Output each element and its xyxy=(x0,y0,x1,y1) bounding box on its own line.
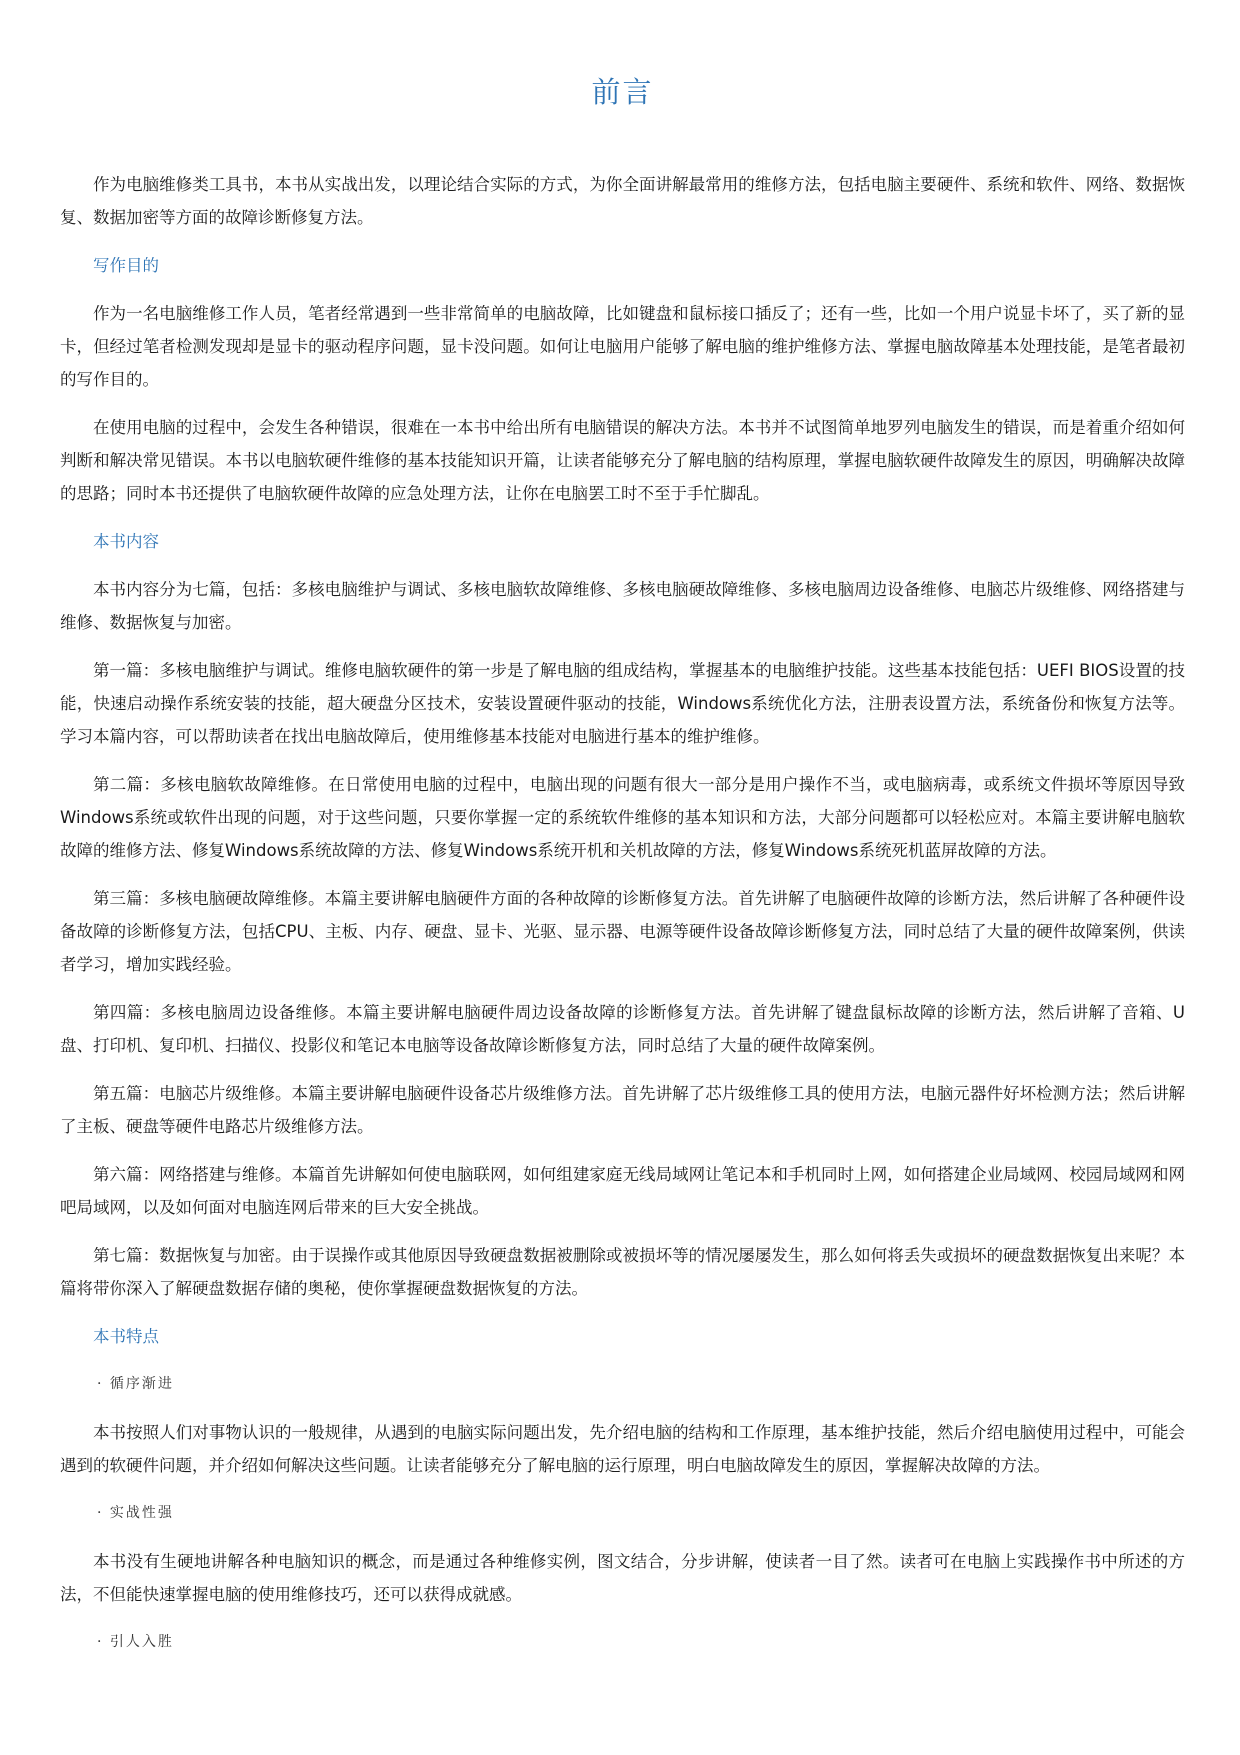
purpose-paragraph: 作为一名电脑维修工作人员，笔者经常遇到一些非常简单的电脑故障，比如键盘和鼠标接口插反了；还有一些，比如一个用户说显卡坏了，买了新的显卡，但经过笔者检测发现却是显卡的驱动程序问题，显卡没问题。如何让电脑用户能够了解电脑的维护维修方法、掌握电脑故障基本处理技能，是笔者最初的写作目的。 xyxy=(60,304,1185,389)
content-paragraph-part2: 第二篇：多核电脑软故障维修。在日常使用电脑的过程中，电脑出现的问题有很大一部分是用户操作不当，或电脑病毒，或系统文件损坏等原因导致Windows系统或软件出现的问题，对于这些问题，只要你掌握一定的系统软件维修的基本知识和方法，大部分问题都可以轻松应对。本篇主要讲解电脑软故障的维修方法、修复Windows系统故障的方法、修复Windows系统开机和关机故障的方法，修复Windows系统死机蓝屏故障的方法。 xyxy=(60,775,1185,860)
content-paragraph-part7: 第七篇：数据恢复与加密。由于误操作或其他原因导致硬盘数据被删除或被损坏等的情况屡屡发生，那么如何将丢失或损坏的硬盘数据恢复出来呢？本篇将带你深入了解硬盘数据存储的奥秘，使你掌握硬盘数据恢复的方法。 xyxy=(60,1246,1185,1298)
content-paragraph-part4: 第四篇：多核电脑周边设备维修。本篇主要讲解电脑硬件周边设备故障的诊断修复方法。首先讲解了键盘鼠标故障的诊断方法，然后讲解了音箱、U盘、打印机、复印机、扫描仪、投影仪和笔记本电脑等设备故障诊断修复方法，同时总结了大量的硬件故障案例。 xyxy=(60,1003,1185,1055)
content-paragraph-part1: 第一篇：多核电脑维护与调试。维修电脑软硬件的第一步是了解电脑的组成结构，掌握基本的电脑维护技能。这些基本技能包括：UEFI BIOS设置的技能，快速启动操作系统安装的技能，超大硬盘分区技术，安装设置硬件驱动的技能，Windows系统优化方法，注册表设置方法，系统备份和恢复方法等。学习本篇内容，可以帮助读者在找出电脑故障后，使用维修基本技能对电脑进行基本的维护维修。 xyxy=(60,661,1185,746)
content-paragraph: 本书内容分为七篇，包括：多核电脑维护与调试、多核电脑软故障维修、多核电脑硬故障维修、多核电脑周边设备维修、电脑芯片级维修、网络搭建与维修、数据恢复与加密。 xyxy=(60,580,1185,632)
section-heading-features: 本书特点 xyxy=(93,1327,159,1346)
feature-paragraph: 本书没有生硬地讲解各种电脑知识的概念，而是通过各种维修实例，图文结合，分步讲解，使读者一目了然。读者可在电脑上实践操作书中所述的方法，不但能快速掌握电脑的使用维修技巧，还可以获得成就感。 xyxy=(60,1552,1185,1604)
feature-paragraph: 本书按照人们对事物认识的一般规律，从遇到的电脑实际问题出发，先介绍电脑的结构和工作原理，基本维护技能，然后介绍电脑使用过程中，可能会遇到的软硬件问题，并介绍如何解决这些问题。让读者能够充分了解电脑的运行原理，明白电脑故障发生的原因，掌握解决故障的方法。 xyxy=(60,1423,1185,1475)
section-heading-content: 本书内容 xyxy=(93,532,159,551)
section-heading-purpose: 写作目的 xyxy=(93,256,159,275)
feature-label: · 引人入胜 xyxy=(97,1634,174,1650)
purpose-paragraph: 在使用电脑的过程中，会发生各种错误，很难在一本书中给出所有电脑错误的解决方法。本书并不试图简单地罗列电脑发生的错误，而是着重介绍如何判断和解决常见错误。本书以电脑软硬件维修的基本技能知识开篇，让读者能够充分了解电脑的结构原理，掌握电脑软硬件故障发生的原因，明确解决故障的思路；同时本书还提供了电脑软硬件故障的应急处理方法，让你在电脑罢工时不至于手忙脚乱。 xyxy=(60,418,1185,503)
document-body xyxy=(60,168,1185,1659)
feature-label: · 实战性强 xyxy=(97,1505,174,1521)
document-page xyxy=(60,0,1185,1674)
content-paragraph-part3: 第三篇：多核电脑硬故障维修。本篇主要讲解电脑硬件方面的各种故障的诊断修复方法。首先讲解了电脑硬件故障的诊断方法，然后讲解了各种硬件设备故障的诊断修复方法，包括CPU、主板、内存、硬盘、显卡、光驱、显示器、电源等硬件设备故障诊断修复方法，同时总结了大量的硬件故障案例，供读者学习，增加实践经验。 xyxy=(60,889,1185,974)
page-title: 前言 xyxy=(591,75,654,109)
content-paragraph-part5: 第五篇：电脑芯片级维修。本篇主要讲解电脑硬件设备芯片级维修方法。首先讲解了芯片级维修工具的使用方法，电脑元器件好坏检测方法；然后讲解了主板、硬盘等硬件电路芯片级维修方法。 xyxy=(60,1084,1185,1136)
feature-label: · 循序渐进 xyxy=(97,1376,174,1392)
intro-paragraph: 作为电脑维修类工具书，本书从实战出发，以理论结合实际的方式，为你全面讲解最常用的维修方法，包括电脑主要硬件、系统和软件、网络、数据恢复、数据加密等方面的故障诊断修复方法。 xyxy=(60,175,1185,227)
content-paragraph-part6: 第六篇：网络搭建与维修。本篇首先讲解如何使电脑联网，如何组建家庭无线局域网让笔记本和手机同时上网，如何搭建企业局域网、校园局域网和网吧局域网，以及如何面对电脑连网后带来的巨大安全挑战。 xyxy=(60,1165,1185,1217)
